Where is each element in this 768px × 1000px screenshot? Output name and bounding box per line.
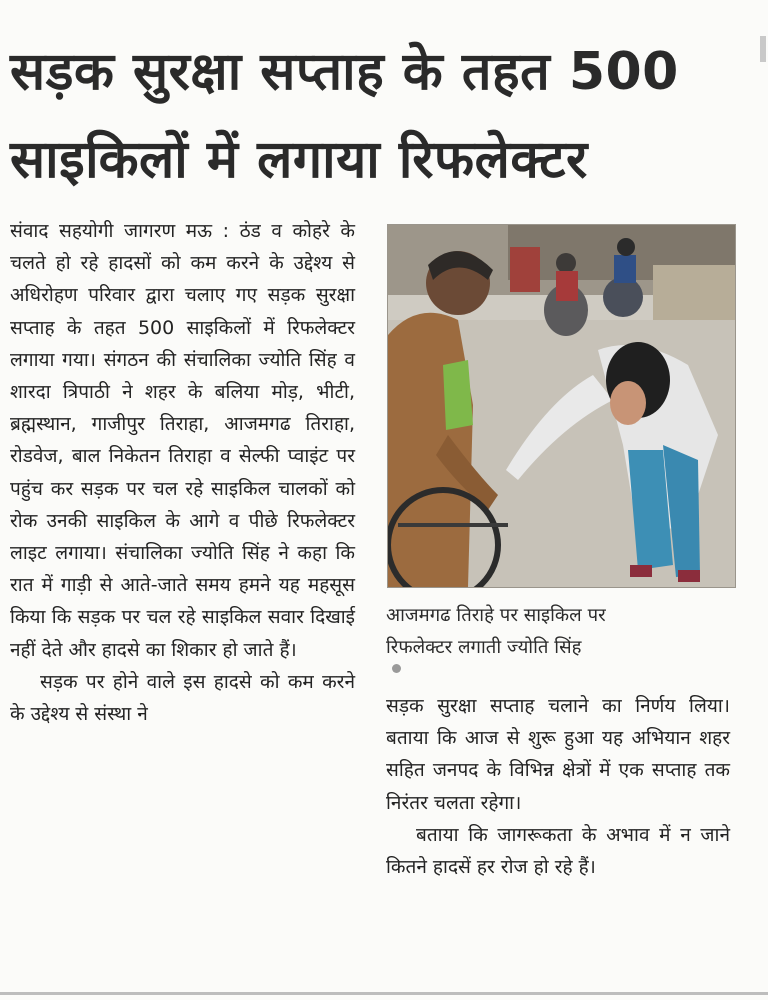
bullet-dot-icon <box>392 664 401 673</box>
article-column-left <box>10 215 355 730</box>
headline-line-2: साइकिलों में लगाया रिफलेक्टर <box>10 130 588 190</box>
caption-line-1: आजमगढ तिराहे पर साइकिल पर <box>386 605 606 626</box>
article-column-right <box>386 690 730 883</box>
photo-illustration <box>388 225 735 587</box>
article-paragraph-3: सड़क सुरक्षा सप्ताह चलाने का निर्णय लिया। बताया कि आज से शुरू हुआ यह अभियान शहर सहित जनपद के विभिन्न क्षेत्रों में एक सप्ताह तक निरंतर चलता रहेगा। <box>386 695 730 814</box>
caption-line-2: रिफलेक्टर लगाती ज्योति सिंह <box>386 637 582 658</box>
news-photo <box>387 224 736 588</box>
headline-line-1: सड़क सुरक्षा सप्ताह के तहत 500 <box>10 42 679 102</box>
page-bottom-rule <box>0 992 768 995</box>
article-paragraph-1: संवाद सहयोगी जागरण मऊ : ठंड व कोहरे के चलते हो रहे हादसों को कम करने के उद्देश्य से अधिरोहण परिवार द्वारा चलाए गए सड़क सुरक्षा सप्ताह के तहत 500 साइकिलों में रिफलेक्टर लगाया गया। संगठन की संचालिका ज्योति सिंह व शारदा त्रिपाठी ने शहर के बलिया मोड़, भीटी, ब्रह्मस्थान, गाजीपुर तिराहा, आजमगढ तिराहा, रोडवेज, बाल निकेतन तिराहा व सेल्फी प्वाइंट पर पहुंच कर सड़क पर चल रहे साइकिल चालकों को रोक उनकी साइकिल के आगे व पीछे रिफलेक्टर लाइट लगाया। संचालिका ज्योति सिंह ने कहा कि रात में गाड़ी से आते-जाते समय हमने यह महसूस किया कि सड़क पर चल रहे साइकिल सवार दिखाई नहीं देते और हादसे का शिकार हो जाते हैं। <box>10 220 355 661</box>
article-paragraph-4: बताया कि जागरूकता के अभाव में न जाने कितने हादसें हर रोज हो रहे हैं। <box>386 823 730 879</box>
adjacent-article-edge <box>760 36 766 62</box>
article-paragraph-2: सड़क पर होने वाले इस हादसे को कम करने के उद्देश्य से संस्था ने <box>10 670 355 726</box>
headline <box>10 28 750 204</box>
photo-caption <box>386 600 736 673</box>
